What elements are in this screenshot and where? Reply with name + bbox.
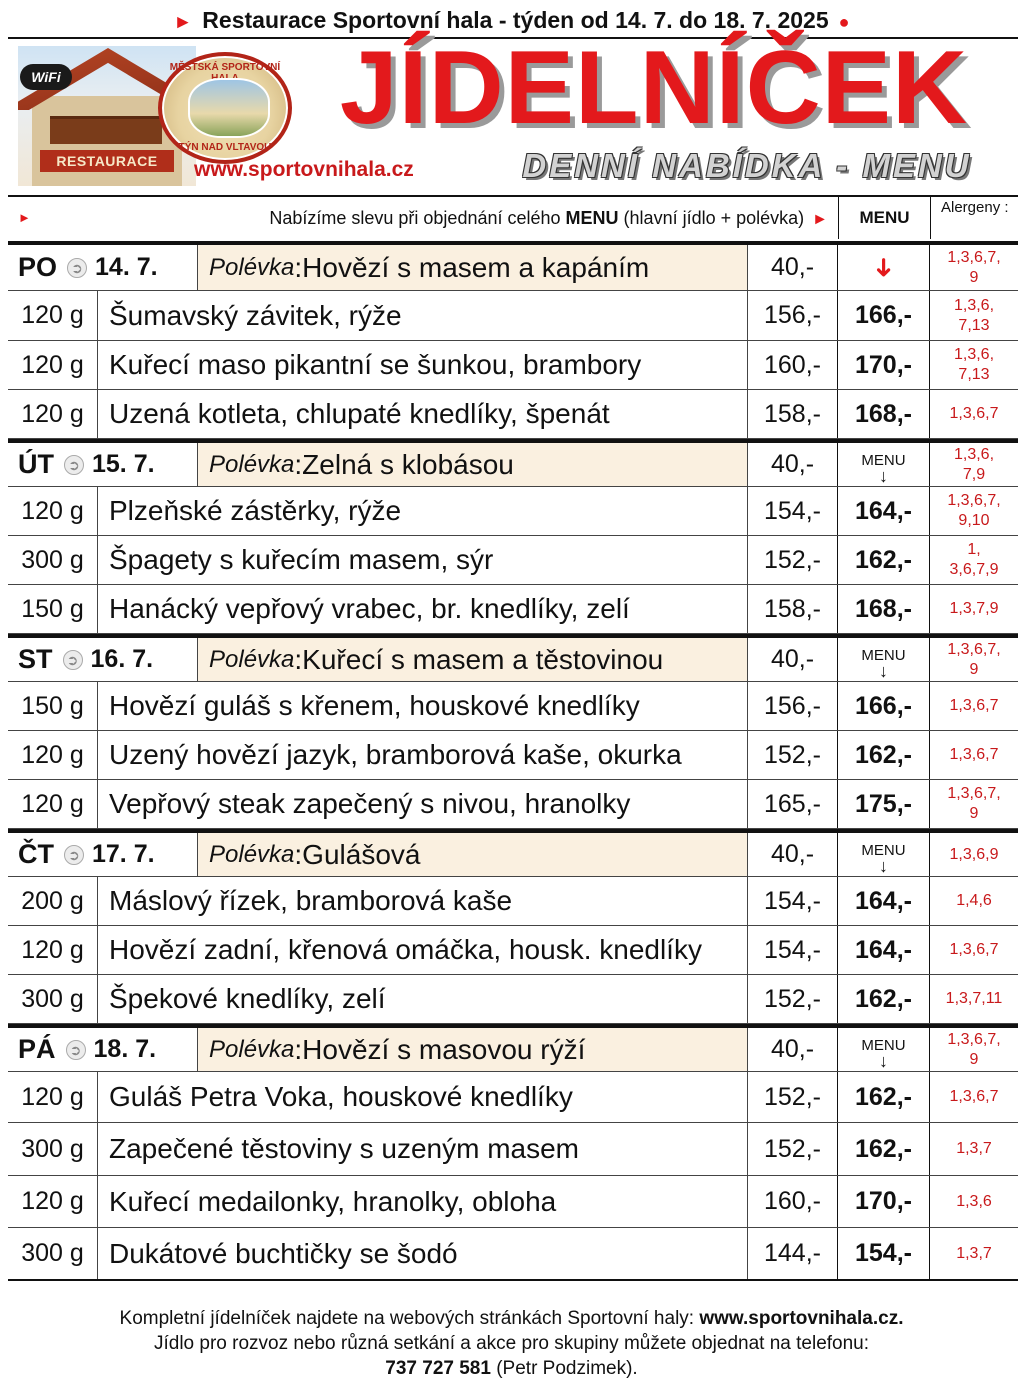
soup-allergens: 1,3,6,9: [930, 833, 1018, 876]
menu-tag-label: MENU: [861, 842, 906, 859]
menu-table: [8, 241, 1018, 1281]
meal-allergens: 1,3,6,7: [930, 390, 1018, 438]
meal-row: [8, 291, 1018, 341]
meal-row: [8, 390, 1018, 439]
meal-row: [8, 1176, 1018, 1228]
meal-name: Uzený hovězí jazyk, bramborová kaše, okurka: [98, 731, 748, 779]
meal-row: [8, 1072, 1018, 1123]
meal-weight: 120 g: [8, 1072, 98, 1122]
meal-price: 165,-: [748, 780, 838, 828]
meal-row: [8, 926, 1018, 975]
meal-row: [8, 877, 1018, 926]
meal-price: 154,-: [748, 926, 838, 974]
day-date: 16. 7.: [90, 645, 154, 673]
meal-allergens: 1,3,6,7: [930, 1072, 1018, 1122]
meal-allergens: 1,3,7,9: [930, 585, 1018, 633]
meal-weight: 150 g: [8, 585, 98, 633]
menu-price: 166,-: [838, 291, 930, 340]
meal-allergens: 1,3,7,11: [930, 975, 1018, 1023]
meal-price: 160,-: [748, 1176, 838, 1227]
meal-weight: 300 g: [8, 975, 98, 1023]
meal-weight: 200 g: [8, 877, 98, 925]
day-cell: [8, 1028, 198, 1071]
circle-arrow-icon: ➲: [66, 1040, 86, 1060]
meal-allergens: 1,3,7: [930, 1228, 1018, 1279]
day-abbr: ST: [18, 644, 53, 674]
down-arrow-icon: ↓: [879, 661, 888, 681]
soup-menu-cell: [838, 443, 930, 486]
meal-price: 152,-: [748, 1123, 838, 1175]
menu-price: 166,-: [838, 682, 930, 730]
meal-allergens: 1,3,6,7, 9,10: [930, 487, 1018, 535]
footer-line-3: 737 727 581 (Petr Podzimek).: [385, 1358, 638, 1379]
menu-price: 164,-: [838, 926, 930, 974]
day-date: 17. 7.: [92, 840, 155, 868]
day-date: 18. 7.: [93, 1035, 157, 1063]
menu-tag-label: MENU: [861, 1037, 906, 1054]
meal-allergens: 1,4,6: [930, 877, 1018, 925]
soup-label: Polévka: [209, 1035, 295, 1063]
dot-marker-icon: ●: [838, 12, 850, 32]
meal-name: Kuřecí maso pikantní se šunkou, brambory: [98, 341, 748, 389]
meal-allergens: 1, 3,6,7,9: [930, 536, 1018, 584]
menu-tag: [838, 443, 929, 486]
down-arrow-icon: ➜: [868, 256, 899, 279]
menu-price: 164,-: [838, 487, 930, 535]
menu-tag: [838, 638, 929, 681]
meal-allergens: 1,3,7: [930, 1123, 1018, 1175]
meal-row: [8, 975, 1018, 1024]
day-abbr: PO: [18, 252, 58, 282]
meal-weight: 300 g: [8, 536, 98, 584]
soup-price: 40,-: [748, 833, 838, 876]
menu-price: 154,-: [838, 1228, 930, 1279]
triangle-marker-icon: ►: [18, 210, 31, 225]
meal-name: Špekové knedlíky, zelí: [98, 975, 748, 1023]
day-soup-row: [8, 439, 1018, 487]
footer-line-2: Jídlo pro rozvoz nebo různá setkání a akce pro skupiny můžete objednat na telefonu:: [153, 1333, 870, 1354]
menu-column-header: MENU: [838, 197, 930, 239]
soup-cell: Polévka : Kuřecí s masem a těstovinou: [198, 638, 748, 681]
meal-price: 154,-: [748, 877, 838, 925]
menu-price: 170,-: [838, 341, 930, 389]
meal-row: [8, 731, 1018, 780]
soup-name: Gulášová: [302, 838, 421, 870]
week-heading-text: Restaurace Sportovní hala - týden od 14. 7. do 18. 7. 2025: [202, 7, 829, 33]
circle-arrow-icon: ➲: [64, 845, 84, 865]
meal-weight: 300 g: [8, 1123, 98, 1175]
soup-menu-cell: [838, 638, 930, 681]
meal-row: [8, 341, 1018, 390]
menu-price: 164,-: [838, 877, 930, 925]
meal-name: Plzeňské zástěrky, rýže: [98, 487, 748, 535]
day-cell: [8, 443, 198, 486]
soup-price: 40,-: [748, 443, 838, 486]
page-subtitle: DENNÍ NABÍDKA - MENU: [522, 147, 972, 184]
meal-price: 144,-: [748, 1228, 838, 1279]
soup-name: Hovězí s masovou rýží: [302, 1033, 586, 1065]
allergen-column-header: Alergeny :: [930, 197, 1018, 239]
meal-price: 152,-: [748, 975, 838, 1023]
day-soup-row: [8, 634, 1018, 682]
meal-price: 160,-: [748, 341, 838, 389]
meal-weight: 120 g: [8, 1176, 98, 1227]
meal-weight: 120 g: [8, 731, 98, 779]
menu-price: 168,-: [838, 390, 930, 438]
meal-weight: 300 g: [8, 1228, 98, 1279]
meal-row: [8, 1123, 1018, 1176]
meal-name: Uzená kotleta, chlupaté knedlíky, špenát: [98, 390, 748, 438]
meal-weight: 120 g: [8, 291, 98, 340]
meal-allergens: 1,3,6,7: [930, 682, 1018, 730]
meal-name: Hanácký vepřový vrabec, br. knedlíky, zelí: [98, 585, 748, 633]
meal-price: 156,-: [748, 682, 838, 730]
logo-text-bottom: TÝN NAD VLTAVOU: [178, 142, 272, 153]
meal-price: 156,-: [748, 291, 838, 340]
menu-price: 162,-: [838, 975, 930, 1023]
meal-price: 152,-: [748, 1072, 838, 1122]
soup-allergens: 1,3,6,7, 9: [930, 638, 1018, 681]
footer-line-1: Kompletní jídelníček najdete na webových stránkách Sportovní haly: www.sportovnihala.cz.: [119, 1308, 904, 1329]
meal-weight: 120 g: [8, 926, 98, 974]
meal-name: Hovězí guláš s křenem, houskové knedlíky: [98, 682, 748, 730]
soup-label: Polévka: [209, 840, 295, 868]
meal-price: 152,-: [748, 536, 838, 584]
meal-allergens: 1,3,6,7: [930, 731, 1018, 779]
day-cell: [8, 245, 198, 290]
menu-price: 168,-: [838, 585, 930, 633]
meal-price: 158,-: [748, 390, 838, 438]
wifi-icon: WiFi: [20, 64, 72, 90]
menu-price: 162,-: [838, 536, 930, 584]
soup-label: Polévka: [209, 450, 295, 478]
soup-price: 40,-: [748, 245, 838, 290]
meal-weight: 120 g: [8, 780, 98, 828]
footer: [0, 1306, 1023, 1381]
footer-website-link[interactable]: www.sportovnihala.cz.: [699, 1308, 904, 1329]
meal-price: 152,-: [748, 731, 838, 779]
soup-label: Polévka: [209, 253, 295, 281]
circle-arrow-icon: ➲: [64, 455, 84, 475]
meal-name: Hovězí zadní, křenová omáčka, housk. knedlíky: [98, 926, 748, 974]
menu-tag-label: MENU: [861, 452, 906, 469]
down-arrow-icon: ↓: [879, 856, 888, 876]
meal-name: Vepřový steak zapečený s nivou, hranolky: [98, 780, 748, 828]
menu-price: 162,-: [838, 1123, 930, 1175]
menu-price: 162,-: [838, 1072, 930, 1122]
day-date: 14. 7.: [95, 253, 158, 281]
meal-row: [8, 1228, 1018, 1281]
meal-allergens: 1,3,6,7: [930, 926, 1018, 974]
day-date: 15. 7.: [92, 450, 155, 478]
meal-name: Šumavský závitek, rýže: [98, 291, 748, 340]
soup-name: Zelná s klobásou: [302, 448, 514, 480]
day-abbr: ÚT: [18, 449, 54, 479]
triangle-marker-icon: ►: [812, 211, 828, 228]
meal-name: Kuřecí medailonky, hranolky, obloha: [98, 1176, 748, 1227]
day-soup-row: [8, 829, 1018, 877]
soup-cell: Polévka : Hovězí s masem a kapáním: [198, 245, 748, 290]
meal-row: [8, 585, 1018, 634]
soup-price: 40,-: [748, 1028, 838, 1071]
menu-price: 170,-: [838, 1176, 930, 1227]
day-cell: [8, 638, 198, 681]
restaurant-sign: RESTAURACE: [40, 150, 174, 172]
page-title: JÍDELNÍČEK: [339, 30, 969, 146]
meal-name: Špagety s kuřecím masem, sýr: [98, 536, 748, 584]
meal-price: 158,-: [748, 585, 838, 633]
day-abbr: PÁ: [18, 1034, 56, 1064]
soup-menu-cell: [838, 1028, 930, 1071]
meal-row: [8, 487, 1018, 536]
triangle-marker-icon: ►: [173, 12, 193, 33]
meal-name: Dukátové buchtičky se šodó: [98, 1228, 748, 1279]
meal-allergens: 1,3,6: [930, 1176, 1018, 1227]
menu-tag-label: MENU: [861, 647, 906, 664]
soup-name: Hovězí s masem a kapáním: [302, 251, 650, 283]
discount-info-row: [8, 197, 1018, 239]
soup-name: Kuřecí s masem a těstovinou: [302, 643, 664, 675]
soup-cell: Polévka : Hovězí s masovou rýží: [198, 1028, 748, 1071]
meal-weight: 120 g: [8, 390, 98, 438]
menu-tag: [838, 1028, 929, 1071]
down-arrow-icon: ↓: [879, 466, 888, 486]
soup-menu-cell: [838, 245, 930, 290]
meal-weight: 120 g: [8, 487, 98, 535]
soup-menu-cell: [838, 833, 930, 876]
meal-weight: 120 g: [8, 341, 98, 389]
phone-number[interactable]: 737 727 581: [385, 1358, 491, 1379]
logo-text-top: MĚSTSKÁ SPORTOVNÍ: [169, 62, 281, 73]
menu-price: 162,-: [838, 731, 930, 779]
meal-row: [8, 682, 1018, 731]
soup-cell: Polévka : Zelná s klobásou: [198, 443, 748, 486]
soup-allergens: 1,3,6,7, 9: [930, 245, 1018, 290]
meal-allergens: 1,3,6,7, 9: [930, 780, 1018, 828]
soup-label: Polévka: [209, 645, 295, 673]
meal-allergens: 1,3,6, 7,13: [930, 291, 1018, 340]
soup-allergens: 1,3,6,7, 9: [930, 1028, 1018, 1071]
down-arrow-icon: ↓: [879, 1051, 888, 1071]
meal-row: [8, 780, 1018, 829]
meal-weight: 150 g: [8, 682, 98, 730]
soup-allergens: 1,3,6, 7,9: [930, 443, 1018, 486]
soup-price: 40,-: [748, 638, 838, 681]
day-cell: [8, 833, 198, 876]
meal-name: Zapečené těstoviny s uzeným masem: [98, 1123, 748, 1175]
soup-cell: Polévka : Gulášová: [198, 833, 748, 876]
circle-arrow-icon: ➲: [63, 650, 83, 670]
day-soup-row: [8, 1024, 1018, 1072]
circle-arrow-icon: ➲: [67, 258, 87, 278]
menu-tag: [838, 833, 929, 876]
day-abbr: ČT: [18, 839, 54, 869]
header-banner: [8, 30, 1018, 192]
day-soup-row: [8, 241, 1018, 291]
discount-message: ► Nabízíme slevu při objednání celého MENU (hlavní jídlo + polévka) ►: [8, 197, 838, 239]
meal-row: [8, 536, 1018, 585]
meal-price: 154,-: [748, 487, 838, 535]
menu-price: 175,-: [838, 780, 930, 828]
meal-allergens: 1,3,6, 7,13: [930, 341, 1018, 389]
sports-hall-logo: [158, 52, 292, 164]
website-link[interactable]: www.sportovnihala.cz: [194, 158, 414, 181]
meal-name: Guláš Petra Voka, houskové knedlíky: [98, 1072, 748, 1122]
meal-name: Máslový řízek, bramborová kaše: [98, 877, 748, 925]
